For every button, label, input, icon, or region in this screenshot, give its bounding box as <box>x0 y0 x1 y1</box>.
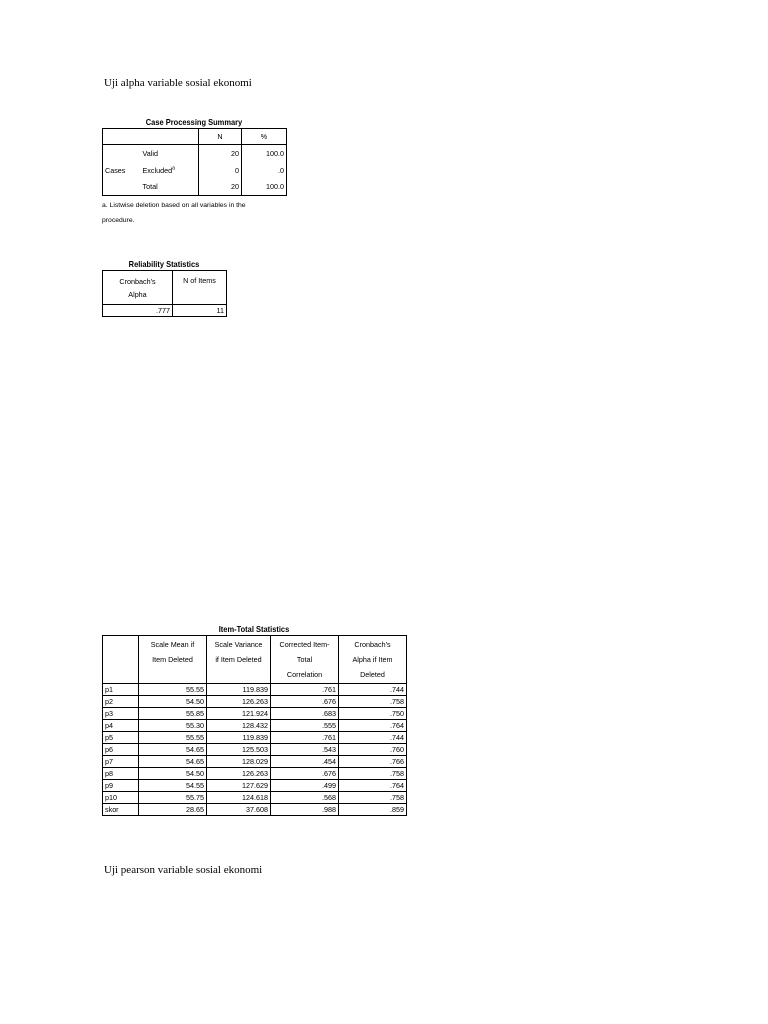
scale-variance-cell: 126.263 <box>207 696 271 708</box>
item-total-statistics-title: Item-Total Statistics <box>218 624 290 634</box>
scale-variance-cell: 119.839 <box>207 684 271 696</box>
item-label: p10 <box>103 792 139 804</box>
cases-group-label: Cases <box>103 145 141 196</box>
corrected-correlation-cell: .568 <box>271 792 339 804</box>
corrected-correlation-cell: .454 <box>271 756 339 768</box>
scale-mean-cell: 54.65 <box>139 744 207 756</box>
table-row <box>103 732 407 744</box>
item-label: p6 <box>103 744 139 756</box>
alpha-deleted-cell: .758 <box>339 768 407 780</box>
scale-mean-cell: 54.55 <box>139 780 207 792</box>
corrected-correlation-cell: .988 <box>271 804 339 816</box>
total-n: 20 <box>199 179 242 196</box>
reliability-statistics <box>102 259 227 317</box>
col-header-alpha-if-deleted: Cronbach's Alpha if Item Deleted <box>339 636 407 684</box>
col-header-scale-mean: Scale Mean if Item Deleted <box>139 636 207 684</box>
col-header-corrected-correlation: Corrected Item- Total Correlation <box>271 636 339 684</box>
scale-variance-cell: 125.503 <box>207 744 271 756</box>
excluded-n: 0 <box>199 162 242 179</box>
item-label: p2 <box>103 696 139 708</box>
footnote-line: a. Listwise deletion based on all variables in the <box>102 202 246 209</box>
scale-variance-cell: 124.618 <box>207 792 271 804</box>
scale-variance-cell: 121.924 <box>207 708 271 720</box>
table-row <box>103 145 287 162</box>
col-header-cronbach-alpha: Cronbach's Alpha <box>103 271 173 305</box>
alpha-deleted-cell: .859 <box>339 804 407 816</box>
col-header-scale-variance: Scale Variance if Item Deleted <box>207 636 271 684</box>
excluded-percent: .0 <box>242 162 287 179</box>
col-header-n-items: N of Items <box>173 271 227 305</box>
table-row <box>103 744 407 756</box>
item-label: p4 <box>103 720 139 732</box>
scale-mean-cell: 55.55 <box>139 732 207 744</box>
item-label: p3 <box>103 708 139 720</box>
table-row <box>103 708 407 720</box>
n-items-value: 11 <box>173 305 227 317</box>
table-row <box>103 305 227 317</box>
alpha-deleted-cell: .758 <box>339 696 407 708</box>
row-label-excluded: Excluded$^a$ <box>141 162 199 179</box>
case-processing-summary-title: Case Processing Summary <box>145 117 243 127</box>
corrected-correlation-cell: .676 <box>271 768 339 780</box>
valid-percent: 100.0 <box>242 145 287 162</box>
valid-n: 20 <box>199 145 242 162</box>
alpha-deleted-cell: .764 <box>339 780 407 792</box>
scale-mean-cell: 54.50 <box>139 768 207 780</box>
alpha-value: .777 <box>103 305 173 317</box>
scale-variance-cell: 128.029 <box>207 756 271 768</box>
heading-uji-alpha: Uji alpha variable sosial ekonomi <box>104 77 252 89</box>
alpha-deleted-cell: .760 <box>339 744 407 756</box>
item-label: p8 <box>103 768 139 780</box>
table-row <box>103 780 407 792</box>
scale-variance-cell: 37.608 <box>207 804 271 816</box>
scale-mean-cell: 55.30 <box>139 720 207 732</box>
total-percent: 100.0 <box>242 179 287 196</box>
table-row <box>103 684 407 696</box>
item-label: p9 <box>103 780 139 792</box>
scale-variance-cell: 126.263 <box>207 768 271 780</box>
scale-mean-cell: 55.75 <box>139 792 207 804</box>
heading-uji-pearson: Uji pearson variable sosial ekonomi <box>104 864 263 876</box>
reliability-table <box>102 270 227 317</box>
col-header-n: N <box>199 129 242 145</box>
scale-mean-cell: 55.55 <box>139 684 207 696</box>
corrected-correlation-cell: .543 <box>271 744 339 756</box>
alpha-deleted-cell: .744 <box>339 732 407 744</box>
item-label: p1 <box>103 684 139 696</box>
case-summary-footnote <box>102 198 287 228</box>
row-label-valid: Valid <box>141 145 199 162</box>
table-row <box>103 756 407 768</box>
alpha-deleted-cell: .744 <box>339 684 407 696</box>
alpha-deleted-cell: .764 <box>339 720 407 732</box>
footnote-line: procedure. <box>102 217 135 224</box>
alpha-deleted-cell: .766 <box>339 756 407 768</box>
corrected-correlation-cell: .761 <box>271 732 339 744</box>
item-label: p5 <box>103 732 139 744</box>
table-row <box>103 804 407 816</box>
item-label: p7 <box>103 756 139 768</box>
alpha-deleted-cell: .750 <box>339 708 407 720</box>
item-label: skor <box>103 804 139 816</box>
col-header-percent: % <box>242 129 287 145</box>
scale-mean-cell: 55.85 <box>139 708 207 720</box>
table-row <box>103 768 407 780</box>
table-row <box>103 696 407 708</box>
corrected-correlation-cell: .555 <box>271 720 339 732</box>
corrected-correlation-cell: .499 <box>271 780 339 792</box>
reliability-statistics-title: Reliability Statistics <box>128 259 200 269</box>
table-row <box>103 792 407 804</box>
row-label-total: Total <box>141 179 199 196</box>
scale-variance-cell: 128.432 <box>207 720 271 732</box>
scale-mean-cell: 28.65 <box>139 804 207 816</box>
case-processing-summary <box>102 117 287 228</box>
alpha-deleted-cell: .758 <box>339 792 407 804</box>
footnote-marker: a <box>172 165 175 172</box>
corrected-correlation-cell: .676 <box>271 696 339 708</box>
corrected-correlation-cell: .683 <box>271 708 339 720</box>
item-total-table <box>102 635 407 816</box>
scale-mean-cell: 54.65 <box>139 756 207 768</box>
case-processing-table <box>102 128 287 196</box>
scale-mean-cell: 54.50 <box>139 696 207 708</box>
item-total-statistics <box>102 624 407 816</box>
corrected-correlation-cell: .761 <box>271 684 339 696</box>
scale-variance-cell: 119.839 <box>207 732 271 744</box>
scale-variance-cell: 127.629 <box>207 780 271 792</box>
table-row <box>103 720 407 732</box>
